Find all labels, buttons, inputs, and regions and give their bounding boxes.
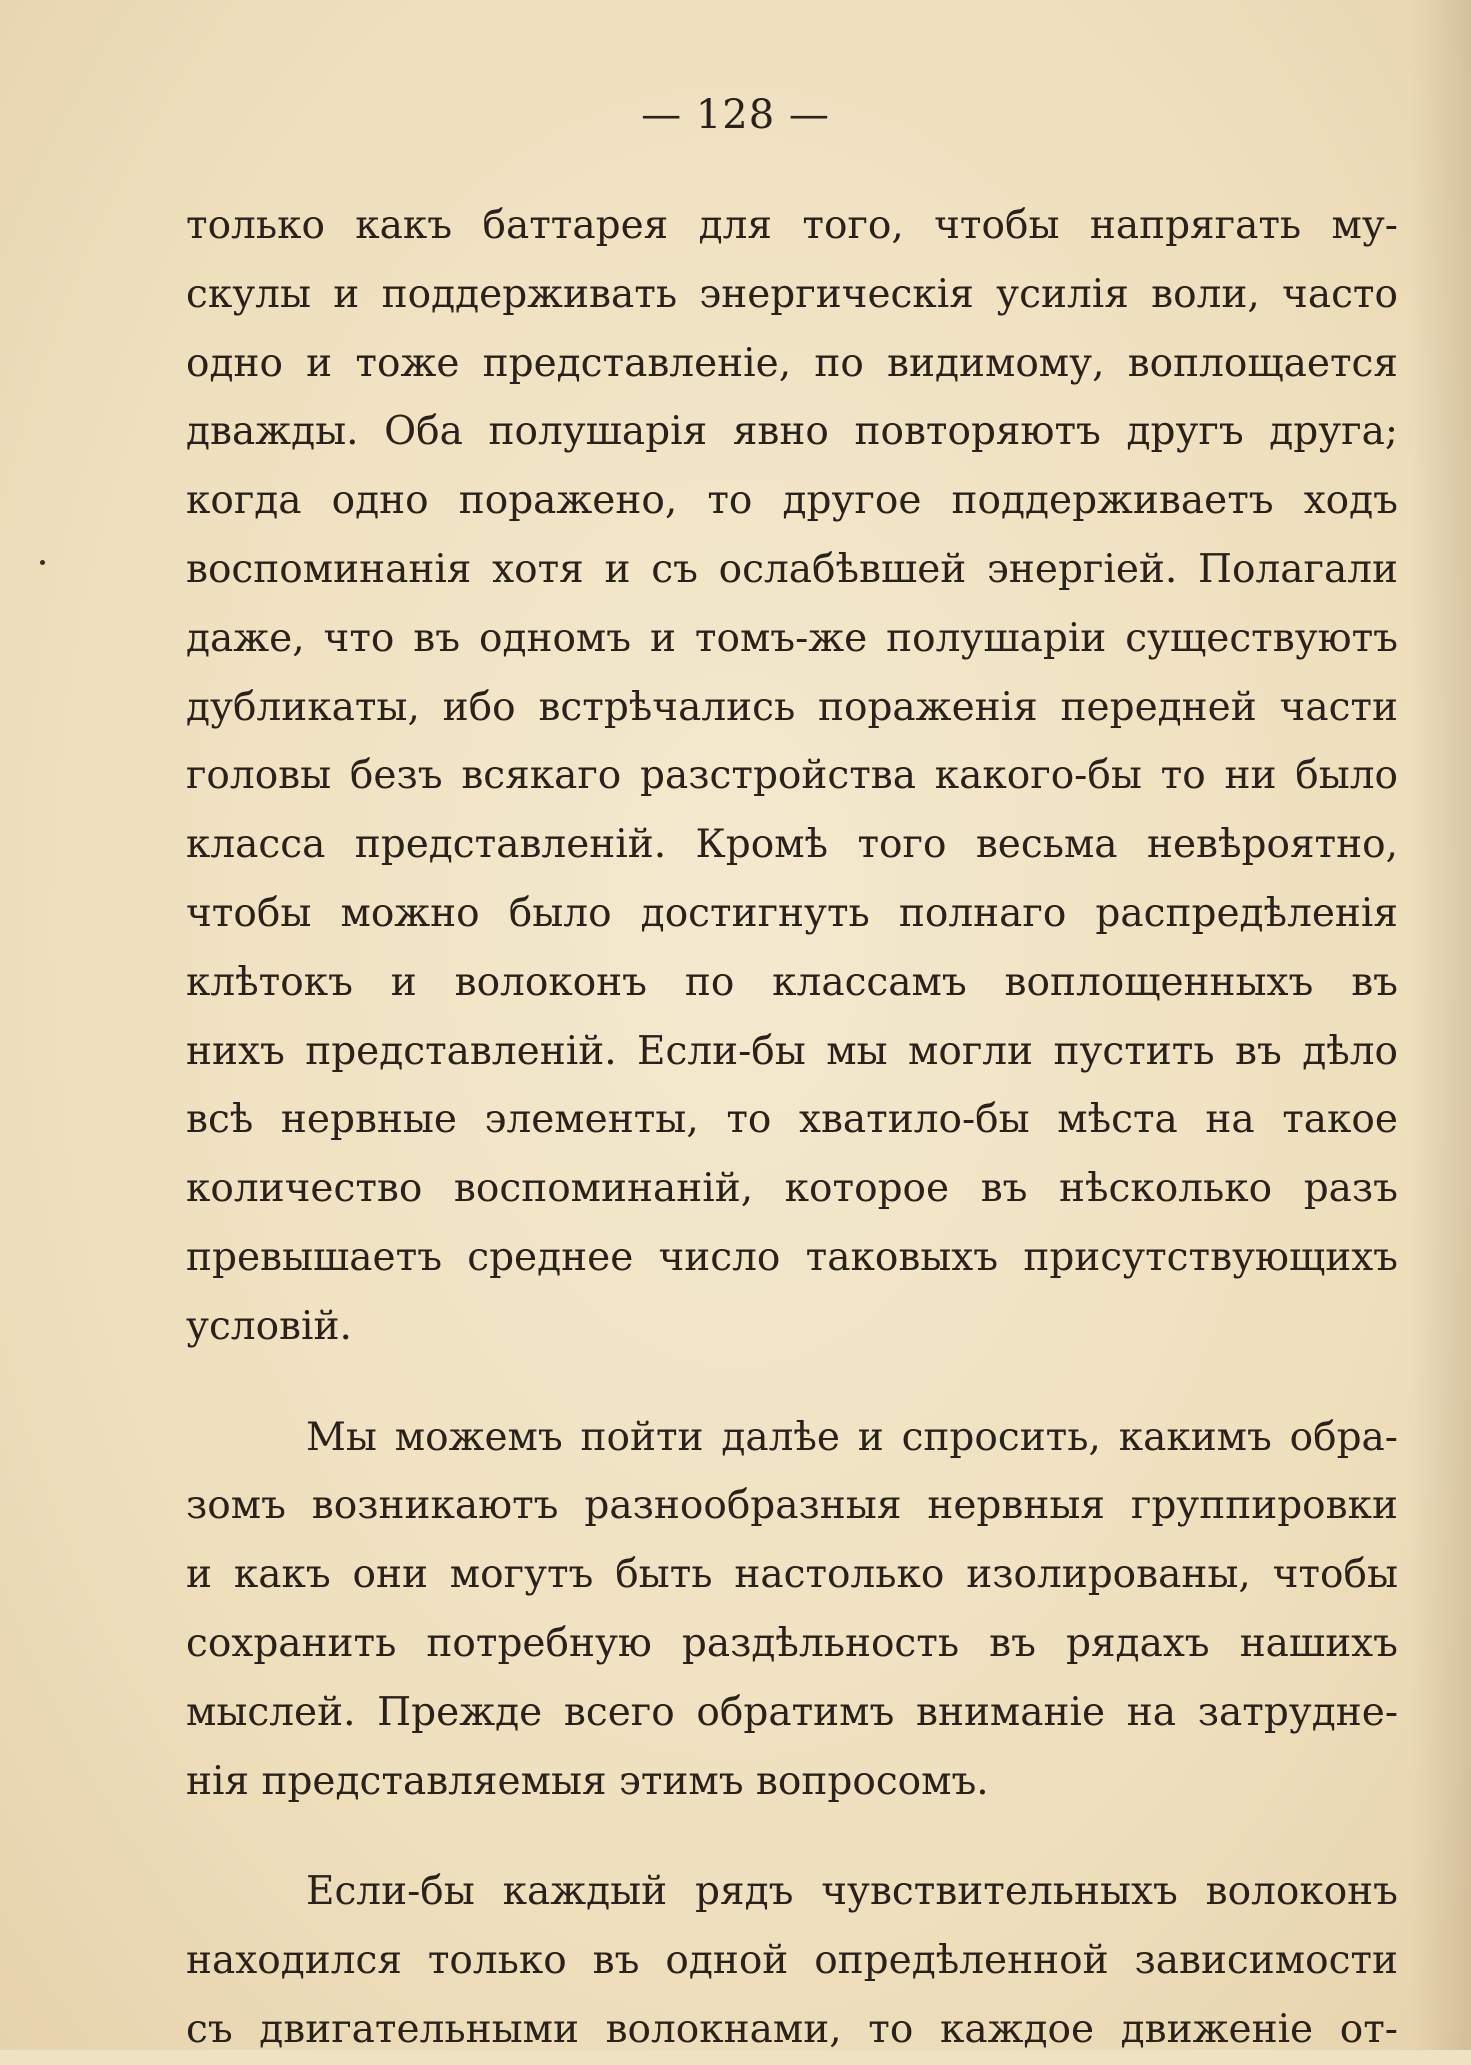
text-line: скулы и поддерживать энергическія усилія воли, часто bbox=[186, 271, 1398, 317]
text-line: сохранить потребную раздѣльность въ рядахъ нашихъ bbox=[186, 1620, 1398, 1666]
page-gutter-shadow bbox=[1411, 0, 1471, 2050]
text-line: зомъ возникаютъ разнообразныя нервныя группировки bbox=[186, 1483, 1398, 1529]
ink-speck bbox=[40, 560, 45, 565]
text-line: одно и тоже представленіе, по видимому, воплощается bbox=[186, 340, 1398, 386]
text-line: даже, что въ одномъ и томъ-же полушаріи существуютъ bbox=[186, 615, 1398, 661]
text-line: условій. bbox=[186, 1303, 352, 1349]
text-line: чтобы можно было достигнуть полнаго распредѣленія bbox=[186, 890, 1398, 936]
text-line: воспоминанія хотя и съ ослабѣвшей энергіей. Полагали bbox=[186, 546, 1398, 592]
text-line: дважды. Оба полушарія явно повторяютъ другъ друга; bbox=[186, 409, 1398, 455]
text-line: головы безъ всякаго разстройства какого-бы то ни было bbox=[186, 753, 1398, 799]
text-line: нихъ представленій. Если-бы мы могли пустить въ дѣло bbox=[186, 1028, 1398, 1074]
paragraph-1 bbox=[186, 192, 1398, 1362]
text-line: количество воспоминаній, которое въ нѣсколько разъ bbox=[186, 1166, 1398, 1212]
page-number: — 128 — bbox=[641, 92, 830, 138]
text-line: съ двигательными волокнами, то каждое движеніе от- bbox=[186, 2006, 1398, 2052]
paragraph-gap bbox=[186, 1816, 1398, 1858]
text-line: дубликаты, ибо встрѣчались пораженія передней части bbox=[186, 684, 1398, 730]
text-line: класса представленій. Кромѣ того весьма невѣроятно, bbox=[186, 822, 1398, 868]
text-line: нія представляемыя этимъ вопросомъ. bbox=[186, 1758, 989, 1804]
text-line: превышаетъ среднее число таковыхъ присутствующихъ bbox=[186, 1234, 1398, 1280]
text-line: когда одно поражено, то другое поддерживаетъ ходъ bbox=[186, 478, 1398, 524]
paragraph-gap bbox=[186, 1362, 1398, 1404]
text-line: и какъ они могутъ быть настолько изолированы, чтобы bbox=[186, 1552, 1398, 1598]
text-line: мыслей. Прежде всего обратимъ вниманіе на затрудне- bbox=[186, 1689, 1398, 1735]
text-line: находился только въ одной опредѣленной зависимости bbox=[186, 1938, 1398, 1984]
text-line: только какъ баттарея для того, чтобы напрягать му- bbox=[186, 203, 1398, 248]
body-text bbox=[186, 192, 1398, 2065]
text-line: всѣ нервные элементы, то хватило-бы мѣста на такое bbox=[186, 1097, 1398, 1143]
text-line: клѣтокъ и волоконъ по классамъ воплощенныхъ въ bbox=[186, 959, 1398, 1005]
text-line: Если-бы каждый рядъ чувствительныхъ волоконъ bbox=[306, 1869, 1398, 1915]
text-line: Мы можемъ пойти далѣе и спросить, какимъ обра- bbox=[306, 1414, 1398, 1460]
paragraph-3 bbox=[186, 1858, 1398, 2064]
paragraph-2 bbox=[186, 1404, 1398, 1817]
